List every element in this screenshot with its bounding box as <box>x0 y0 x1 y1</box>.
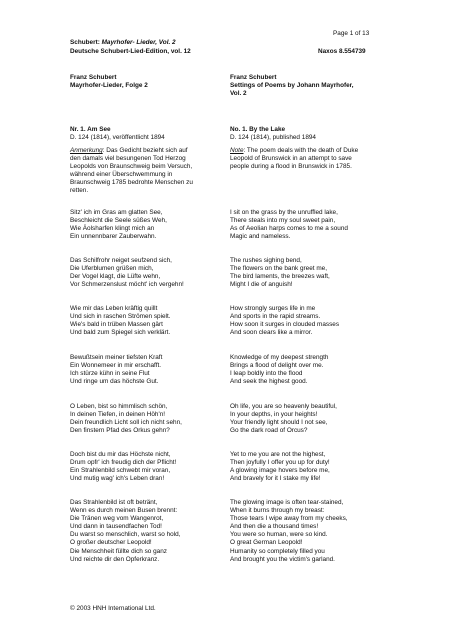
verse-line: Die Tränen weg vom Wangenrot, <box>70 515 164 523</box>
stanza-en-7 <box>230 499 412 564</box>
intro-english <box>230 74 410 98</box>
verse-line: O großer deutscher Leopold! <box>70 539 152 547</box>
note-line: people during a flood in Brunswick in 1785. <box>230 163 352 171</box>
note-line: : Das Gedicht bezieht sich auf <box>102 147 188 154</box>
verse-line: How strongly surges life in me <box>230 305 316 312</box>
stanza-de-6 <box>70 451 252 483</box>
stanza-de-3 <box>70 305 252 337</box>
verse-line: Magic and nameless. <box>230 233 291 241</box>
intro-de-line1: Franz Schubert <box>70 74 117 81</box>
verse-line: Doch bist du mir das Höchste nicht, <box>70 451 171 458</box>
header-edition: Deutsche Schubert-Lied-Edition, vol. 12 <box>70 48 191 55</box>
verse-line: Und dann in tausendfachen Tod! <box>70 523 162 531</box>
verse-line: A glowing image hovers before me, <box>230 467 330 475</box>
note-label-en: Note <box>230 147 244 154</box>
verse-line: And soon clears like a mirror. <box>230 329 313 337</box>
stanza-en-5 <box>230 403 412 435</box>
verse-line: In deinen Tiefen, in deinen Höh'n! <box>70 411 166 419</box>
verse-line: The rushes sighing bend, <box>230 257 302 264</box>
song-catalog-de: D. 124 (1814), veröffentlicht 1894 <box>70 134 165 142</box>
verse-line: And sports in the rapid streams. <box>230 313 321 321</box>
verse-line: Drum opfr' ich freudig dich der Pflicht! <box>70 459 177 467</box>
note-label-de: Anmerkung <box>70 147 103 154</box>
verse-line: Ein Strahlenbild schwebt mir voran, <box>70 467 171 475</box>
header-title <box>70 39 176 47</box>
verse-line: Then joyfully I offer you up for duty! <box>230 459 330 467</box>
verse-line: Sitz' ich im Gras am glatten See, <box>70 209 163 216</box>
verse-line: Und ringe um das höchste Gut. <box>70 378 159 386</box>
verse-line: Might I die of anguish! <box>230 281 293 289</box>
verse-line: Und bald zum Spiegel sich verklärt. <box>70 329 171 337</box>
verse-line: Go the dark road of Orcus? <box>230 427 308 435</box>
verse-line: Der Vogel klagt, die Lüfte wehn, <box>70 273 161 281</box>
verse-line: Yet to me you are not the highest, <box>230 451 326 458</box>
stanza-de-2 <box>70 257 252 289</box>
page-number: Page 1 of 13 <box>333 30 370 37</box>
verse-line: O great German Leopold! <box>230 539 303 547</box>
song-catalog-en: D. 124 (1814), published 1894 <box>230 134 316 142</box>
song-heading-english <box>230 126 410 142</box>
note-english <box>230 147 410 171</box>
verse-line: Den finstern Pfad des Orkus gehn? <box>70 427 170 435</box>
verse-line: Und sich in raschen Strömen spielt. <box>70 313 171 321</box>
stanza-en-1 <box>230 209 412 241</box>
verse-line: The flowers on the bank greet me, <box>230 265 327 273</box>
footer-copyright: © 2003 HNH International Ltd. <box>70 605 156 612</box>
note-line: : The poem deals with the death of Duke <box>243 147 359 154</box>
verse-line: Those tears I wipe away from my cheeks, <box>230 515 348 523</box>
verse-line: Ich stürze kühn in seine Flut <box>70 370 150 378</box>
verse-line: Du warst so menschlich, warst so hold, <box>70 531 181 539</box>
verse-line: And brought you the victim's garland. <box>230 555 335 563</box>
intro-de-line2: Mayrhofer-Lieder, Folge 2 <box>70 82 148 90</box>
verse-line: And then die a thousand times! <box>230 523 319 531</box>
stanza-en-3 <box>230 305 412 337</box>
verse-line: Wie Äolsharfen klingt mich an <box>70 225 155 233</box>
intro-en-line3: Vol. 2 <box>230 90 247 98</box>
intro-en-line2: Settings of Poems by Johann Mayrhofer, <box>230 82 354 90</box>
stanza-en-4 <box>230 354 412 386</box>
intro-german <box>70 74 250 90</box>
stanza-de-4 <box>70 354 252 386</box>
verse-line: Wie's bald in trüben Massen gärt <box>70 321 163 329</box>
verse-line: There steals into my soul sweet pain, <box>230 217 336 225</box>
verse-line: Wie mir das Leben kräftig quillt <box>70 305 158 312</box>
verse-line: And seek the highest good. <box>230 378 308 386</box>
stanza-de-7 <box>70 499 252 564</box>
note-german <box>70 147 250 196</box>
verse-line: Your friendly light should I not see, <box>230 419 328 427</box>
note-line: Braunschweig 1785 bedrohte Menschen zu <box>70 179 193 187</box>
verse-line: Humanity so completely filled you <box>230 547 325 555</box>
stanza-en-6 <box>230 451 412 483</box>
verse-line: Ein Wonnemeer in mir erschafft. <box>70 362 162 370</box>
song-heading-german <box>70 126 250 142</box>
verse-line: In your depths, in your heights! <box>230 411 318 419</box>
header-title-prefix: Schubert: <box>70 39 102 46</box>
verse-line: How soon it surges in clouded masses <box>230 321 340 329</box>
note-line: den damals viel besungenen Tod Herzog <box>70 155 186 163</box>
verse-line: Und reichte dir den Opferkranz. <box>70 555 160 563</box>
header-catalog-number: Naxos 8.554739 <box>318 48 366 55</box>
verse-line: The bird laments, the breezes waft, <box>230 273 330 281</box>
song-title-de: Nr. 1. Am See <box>70 126 111 133</box>
verse-line: As of Aeolian harps comes to me a sound <box>230 225 348 233</box>
verse-line: Beschleicht die Seele süßes Weh, <box>70 217 167 225</box>
intro-en-line1: Franz Schubert <box>230 74 277 81</box>
verse-line: Dein freundlich Licht soll ich nicht sehn, <box>70 419 182 427</box>
stanza-en-2 <box>230 257 412 289</box>
verse-line: Die Menschheit füllte dich so ganz <box>70 547 167 555</box>
verse-line: The glowing image is often tear-stained, <box>230 499 344 506</box>
verse-line: You were so human, were so kind. <box>230 531 328 539</box>
verse-line: Wenn es durch meinen Busen brennt: <box>70 507 178 515</box>
verse-line: Das Strahlenbild ist oft betränt, <box>70 499 158 506</box>
verse-line: Ein unnennbarer Zauberwahn. <box>70 233 157 241</box>
header-title-italic: Mayrhofer- Lieder, Vol. 2 <box>101 39 176 46</box>
verse-line: Vor Schmerzenslust möcht' ich vergehn! <box>70 281 184 289</box>
song-title-en: No. 1. By the Lake <box>230 126 286 133</box>
verse-line: I sit on the grass by the unruffled lake, <box>230 209 338 216</box>
note-line: während einer Überschwemmung in <box>70 171 173 179</box>
verse-line: Die Uferblumen grüßen mich, <box>70 265 154 273</box>
verse-line: Knowledge of my deepest strength <box>230 354 329 361</box>
verse-line: Oh life, you are so heavenly beautiful, <box>230 403 337 410</box>
stanza-de-5 <box>70 403 252 435</box>
verse-line: I leap boldly into the flood <box>230 370 303 378</box>
verse-line: Und mutig wag' ich's Leben dran! <box>70 475 165 483</box>
note-line: retten. <box>70 187 89 195</box>
verse-line: Brings a flood of delight over me. <box>230 362 324 370</box>
verse-line: O Leben, bist so himmlisch schön, <box>70 403 168 410</box>
verse-line: Das Schilfrohr neiget seufzend sich, <box>70 257 172 264</box>
verse-line: And bravely for it I stake my life! <box>230 475 321 483</box>
verse-line: When it burns through my breast: <box>230 507 325 515</box>
stanza-de-1 <box>70 209 252 241</box>
note-line: Leopold of Brunswick in an attempt to save <box>230 155 352 163</box>
verse-line: Bewußtsein meiner tiefsten Kraft <box>70 354 163 361</box>
note-line: Leopolds von Braunschweig beim Versuch, <box>70 163 193 171</box>
